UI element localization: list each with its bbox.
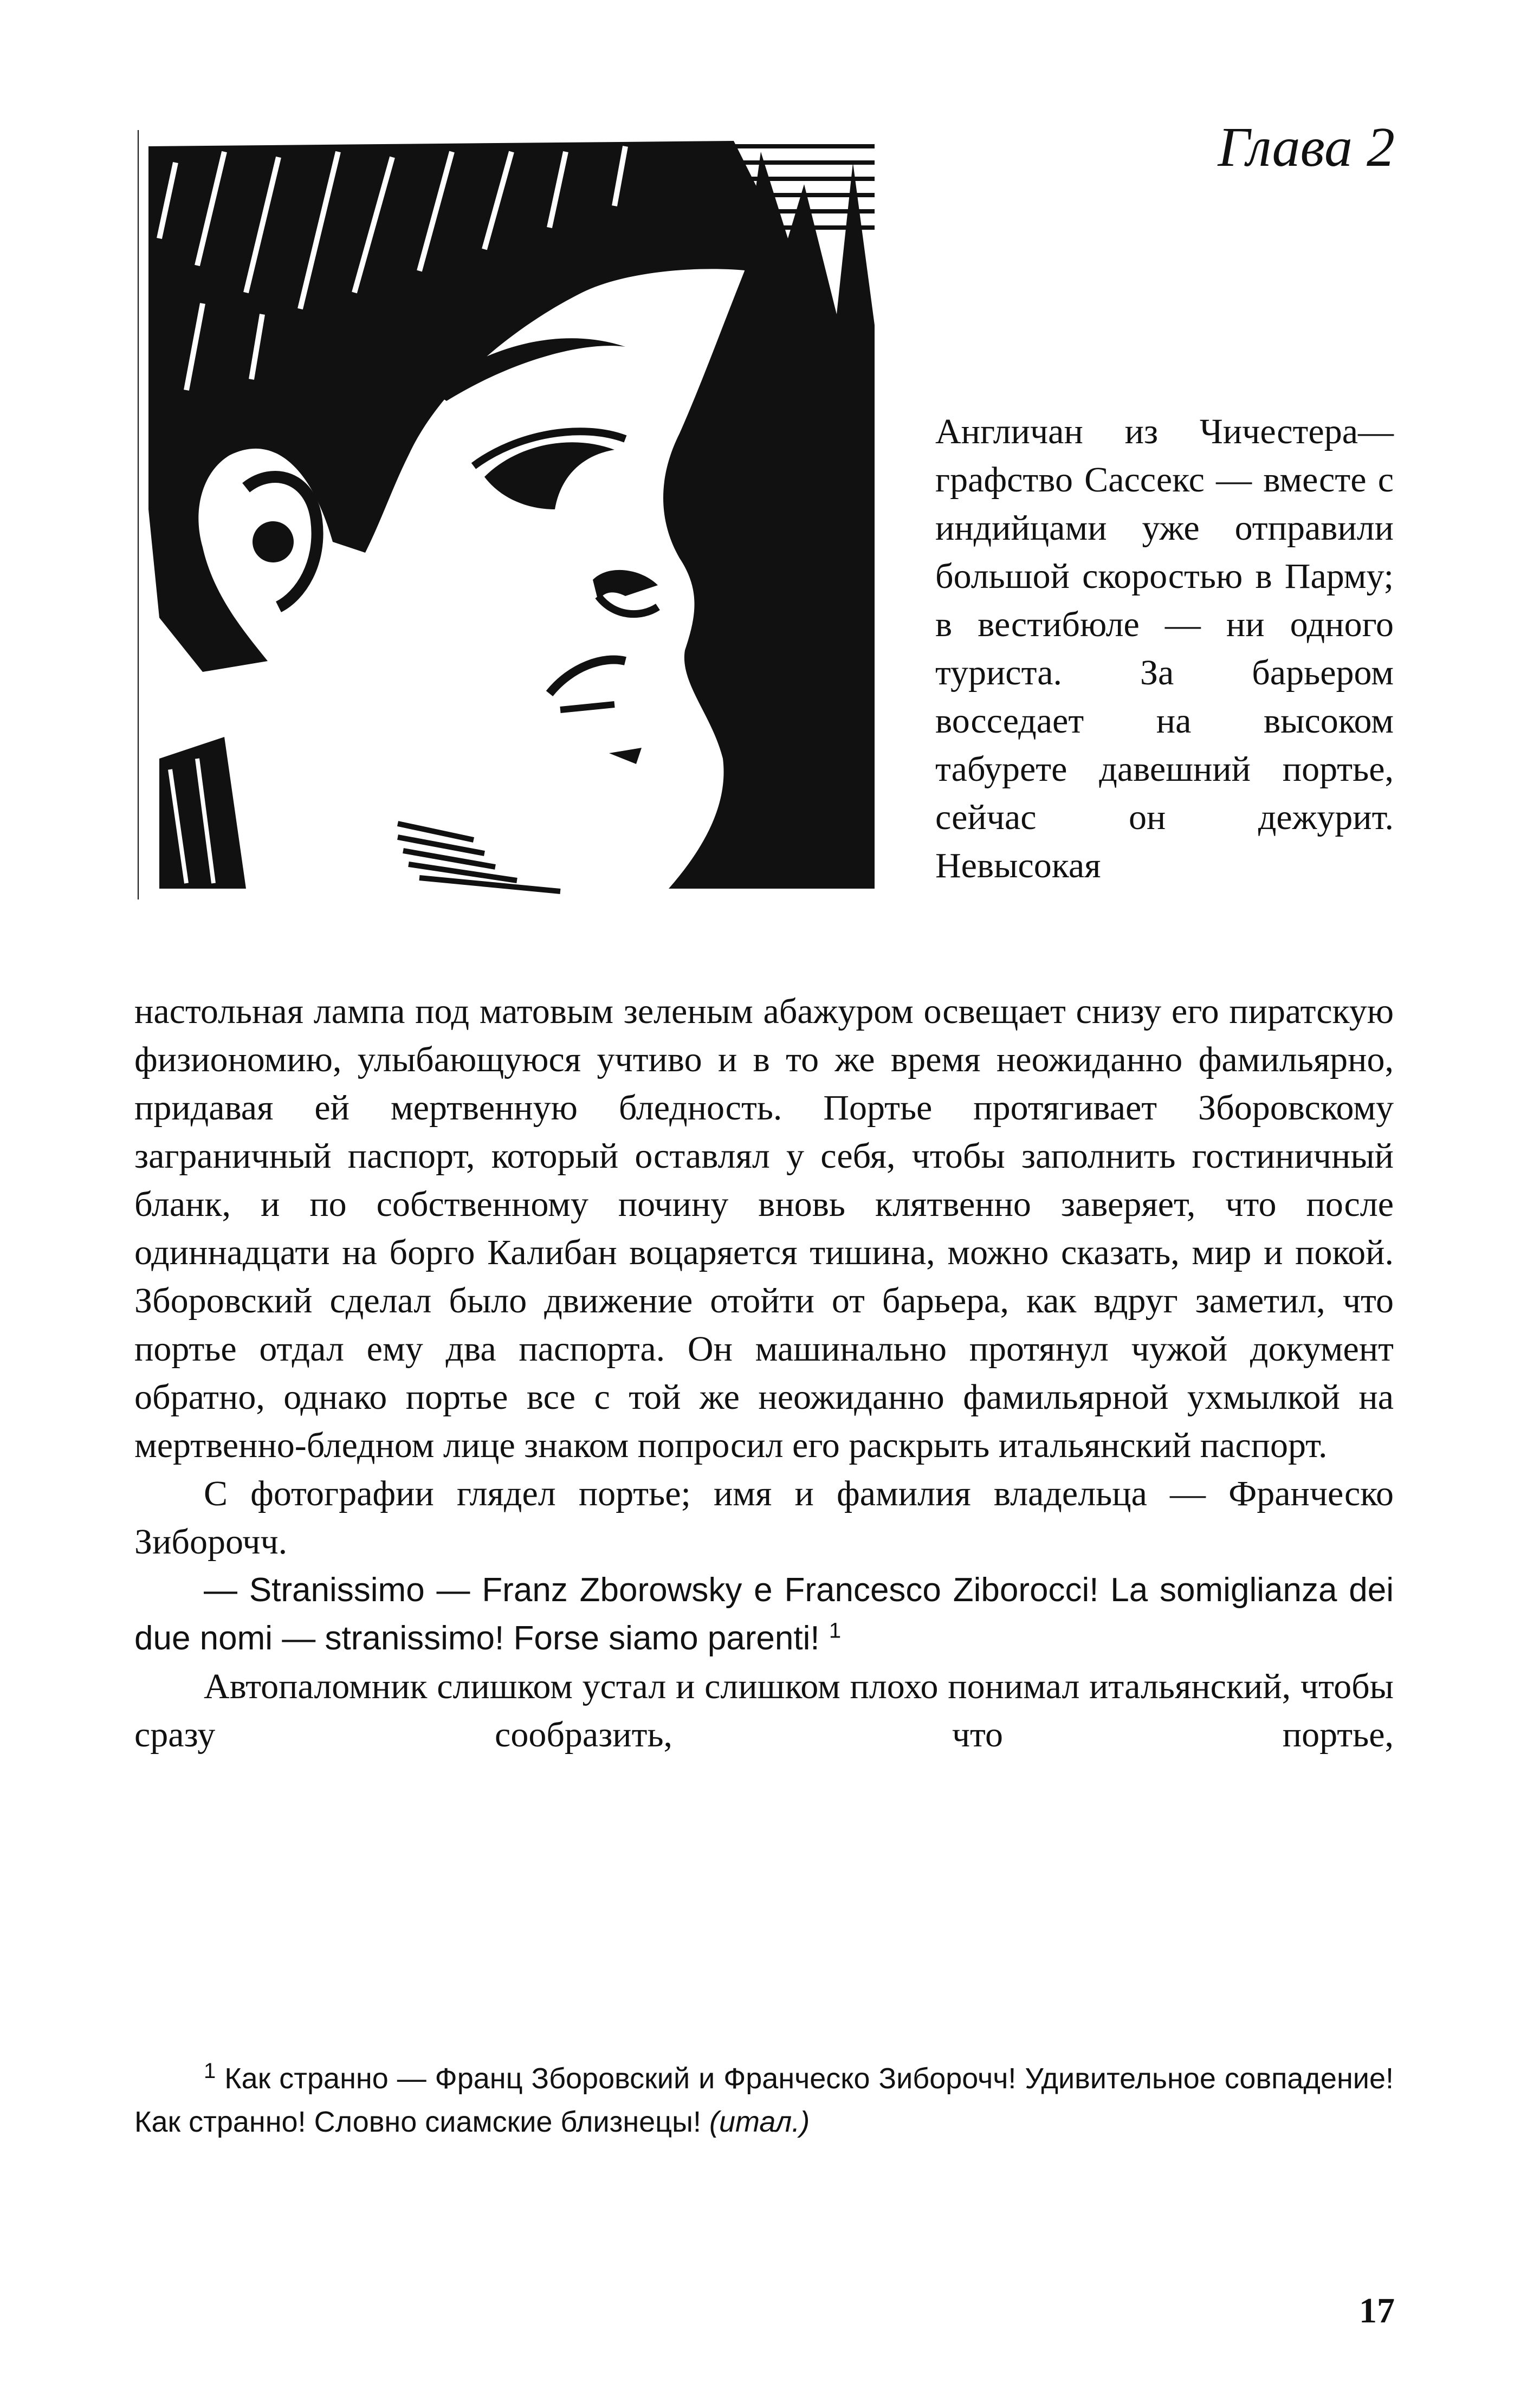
paragraph-1: настольная лампа под матовым зеленым абажуром освещает снизу его пиратскую физиономию, улыбающуюся учтиво и в то же время неожиданно фамильярно, придавая ей мертвенную бледность. Портье протягивает Зборовскому заграничный паспорт, который оставлял у себя, чтобы заполнить гостиничный бланк, и по собственному почину вновь клятвенно заверяет, что после одиннадцати на борго Калибан воцаряется тишина, можно сказать, мир и покой. Зборовский сделал было движение отойти от барьера, как вдруг заметил, что портье отдал ему два паспорта. Он машинально протянул чужой документ обратно, однако портье все с той же неожиданно фамильярной ухмылкой на мертвенно-бледном лице знаком попросил его раскрыть итальянский паспорт. [134,992,1394,1465]
footnote-text: Как странно — Франц Зборовский и Франческо Зиборочч! Удивительное совпадение! Как странно! Словно сиамские близнецы! [134,2062,1394,2138]
paragraph-4: Автопаломник слишком устал и слишком плохо понимал итальянский, чтобы сразу сообразить, что портье, [134,1667,1394,1755]
footnote [134,2057,1394,2144]
footnote-language-note: (итал.) [709,2106,810,2138]
woodcut-illustration [138,130,883,899]
footnote-reference[interactable]: 1 [829,1619,842,1643]
chapter-title: Глава 2 [1218,116,1395,178]
woodcut-portrait-icon [138,130,883,899]
footnote-marker: 1 [204,2059,216,2083]
body-text [134,987,1394,1759]
italian-quote-text: — Stranissimo — Franz Zborowsky e Francesco Ziborocci! La somiglianza dei due nomi — stranissimo! Forse siamo parenti! [134,1571,1394,1657]
page-number: 17 [1359,2291,1395,2331]
wrap-paragraph: Англичан из Чичестера—графство Сассекс — вместе с индийцами уже отправили большой скоростью в Парму; в вестибюле — ни одного туриста. За барьером восседает на высоком табурете давешний портье, сейчас он дежурит. Невысокая [935,412,1394,885]
paragraph-italian-quote [134,1566,1394,1662]
paragraph-2: С фотографии глядел портье; имя и фамилия владельца — Франческо Зиборочч. [134,1474,1394,1562]
